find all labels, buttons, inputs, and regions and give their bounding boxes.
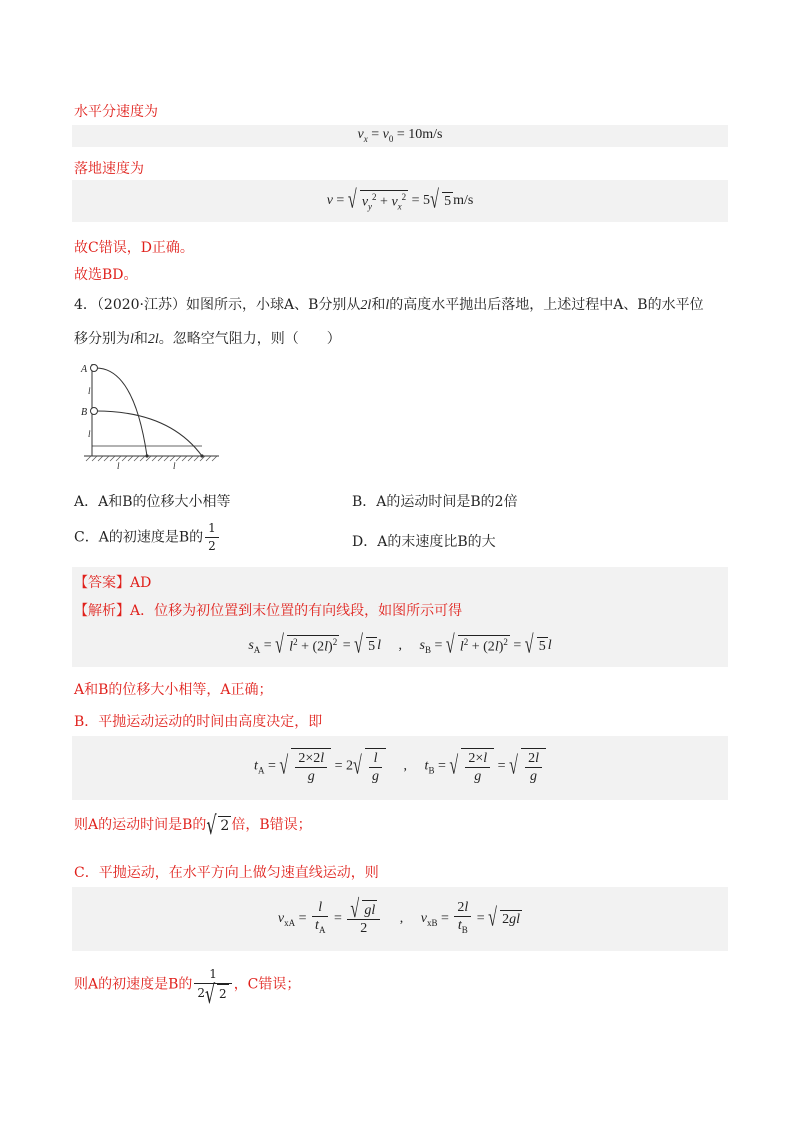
label-l-upper: l	[88, 386, 91, 396]
analysis-a-conclusion: A和B的位移大小相等，A正确；	[74, 682, 273, 698]
question-4-line-1: 4．（2020·江苏）如图所示，小球A、B分别从2l和l的高度水平抛出后落地，上述过程中A、B的水平位	[74, 297, 704, 313]
projectile-figure	[74, 358, 224, 470]
question-number: 4．	[74, 297, 97, 313]
equation-vx: $v_x = v_0 = 10m/s$	[357, 127, 443, 144]
option-c: C．A的初速度是B的 $\frac{1}{2}$	[74, 520, 221, 555]
label-a: A	[81, 364, 88, 375]
option-d: D．A的末速度比B的大	[352, 534, 496, 550]
equation-box-2	[72, 180, 728, 222]
answer-value: AD	[130, 575, 152, 591]
equation-box-time	[72, 736, 728, 800]
option-a: A．A和B的位移大小相等	[74, 494, 231, 510]
equation-box-1	[72, 125, 728, 147]
analysis-b-conclusion: 则A的运动时间是B的√ 2 倍，B错误；	[74, 814, 312, 834]
label-l-lower: l	[88, 429, 91, 439]
question-4-line-2: 移分别为l和2l。忽略空气阻力，则（ ）	[74, 331, 341, 347]
equation-velocity: $v_{xA}$ = $\frac{l}{t_A}$ = √ $\frac{gl}{2}$ , $v_{xB}$ = $\frac{2l}{t_B}$ = √ 2gl	[72, 899, 728, 939]
label-l-bottom-1: l	[117, 461, 120, 470]
text-horizontal-velocity: 水平分速度为	[74, 104, 158, 120]
text-c-wrong-d-right: 故C错误，D正确。	[74, 240, 194, 256]
analysis-c-line: C．平抛运动，在水平方向上做匀速直线运动，则	[74, 865, 379, 881]
equation-v: v = √ $v_y^2 + v_x^2 = 5√$ 5 m/s	[72, 190, 728, 211]
question-source: （2020·江苏）	[96, 297, 187, 313]
analysis-a-line: 【解析】A．位移为初位置到末位置的有向线段，如图所示可得	[74, 603, 463, 619]
equation-displacement: $s_A$ = √ $l^2 + (2l)^2$ = √ 5 l , $s_B$ = √ $l^2 + (2l)^2$ = √ 5 l	[0, 634, 800, 656]
label-l-bottom-2: l	[173, 461, 176, 470]
label-b: B	[81, 407, 88, 418]
option-b: B．A的运动时间是B的2倍	[352, 494, 518, 510]
ball-b	[91, 408, 98, 415]
equation-box-velocity	[72, 887, 728, 951]
analysis-b-line: B．平抛运动运动的时间由高度决定，即	[74, 714, 323, 730]
equation-time: $t_A$ = √ $\frac{2\times 2l}{g}$ = 2 √ $\frac{l}{g}$ , $t_B$ = √ $\frac{2\times l}{g}$ = √ $\frac{2l}{g}$	[72, 748, 728, 785]
answer-tag: 【答案】	[74, 575, 130, 591]
analysis-c-conclusion: 则A的初速度是B的 $\frac{1}{2√ 2}$ ，C错误；	[74, 966, 300, 1003]
text-landing-velocity: 落地速度为	[74, 161, 144, 177]
ball-a	[91, 365, 98, 372]
answer-line	[74, 572, 151, 592]
text-choose-bd: 故选BD。	[74, 267, 138, 283]
analysis-tag: 【解析】	[74, 603, 130, 619]
